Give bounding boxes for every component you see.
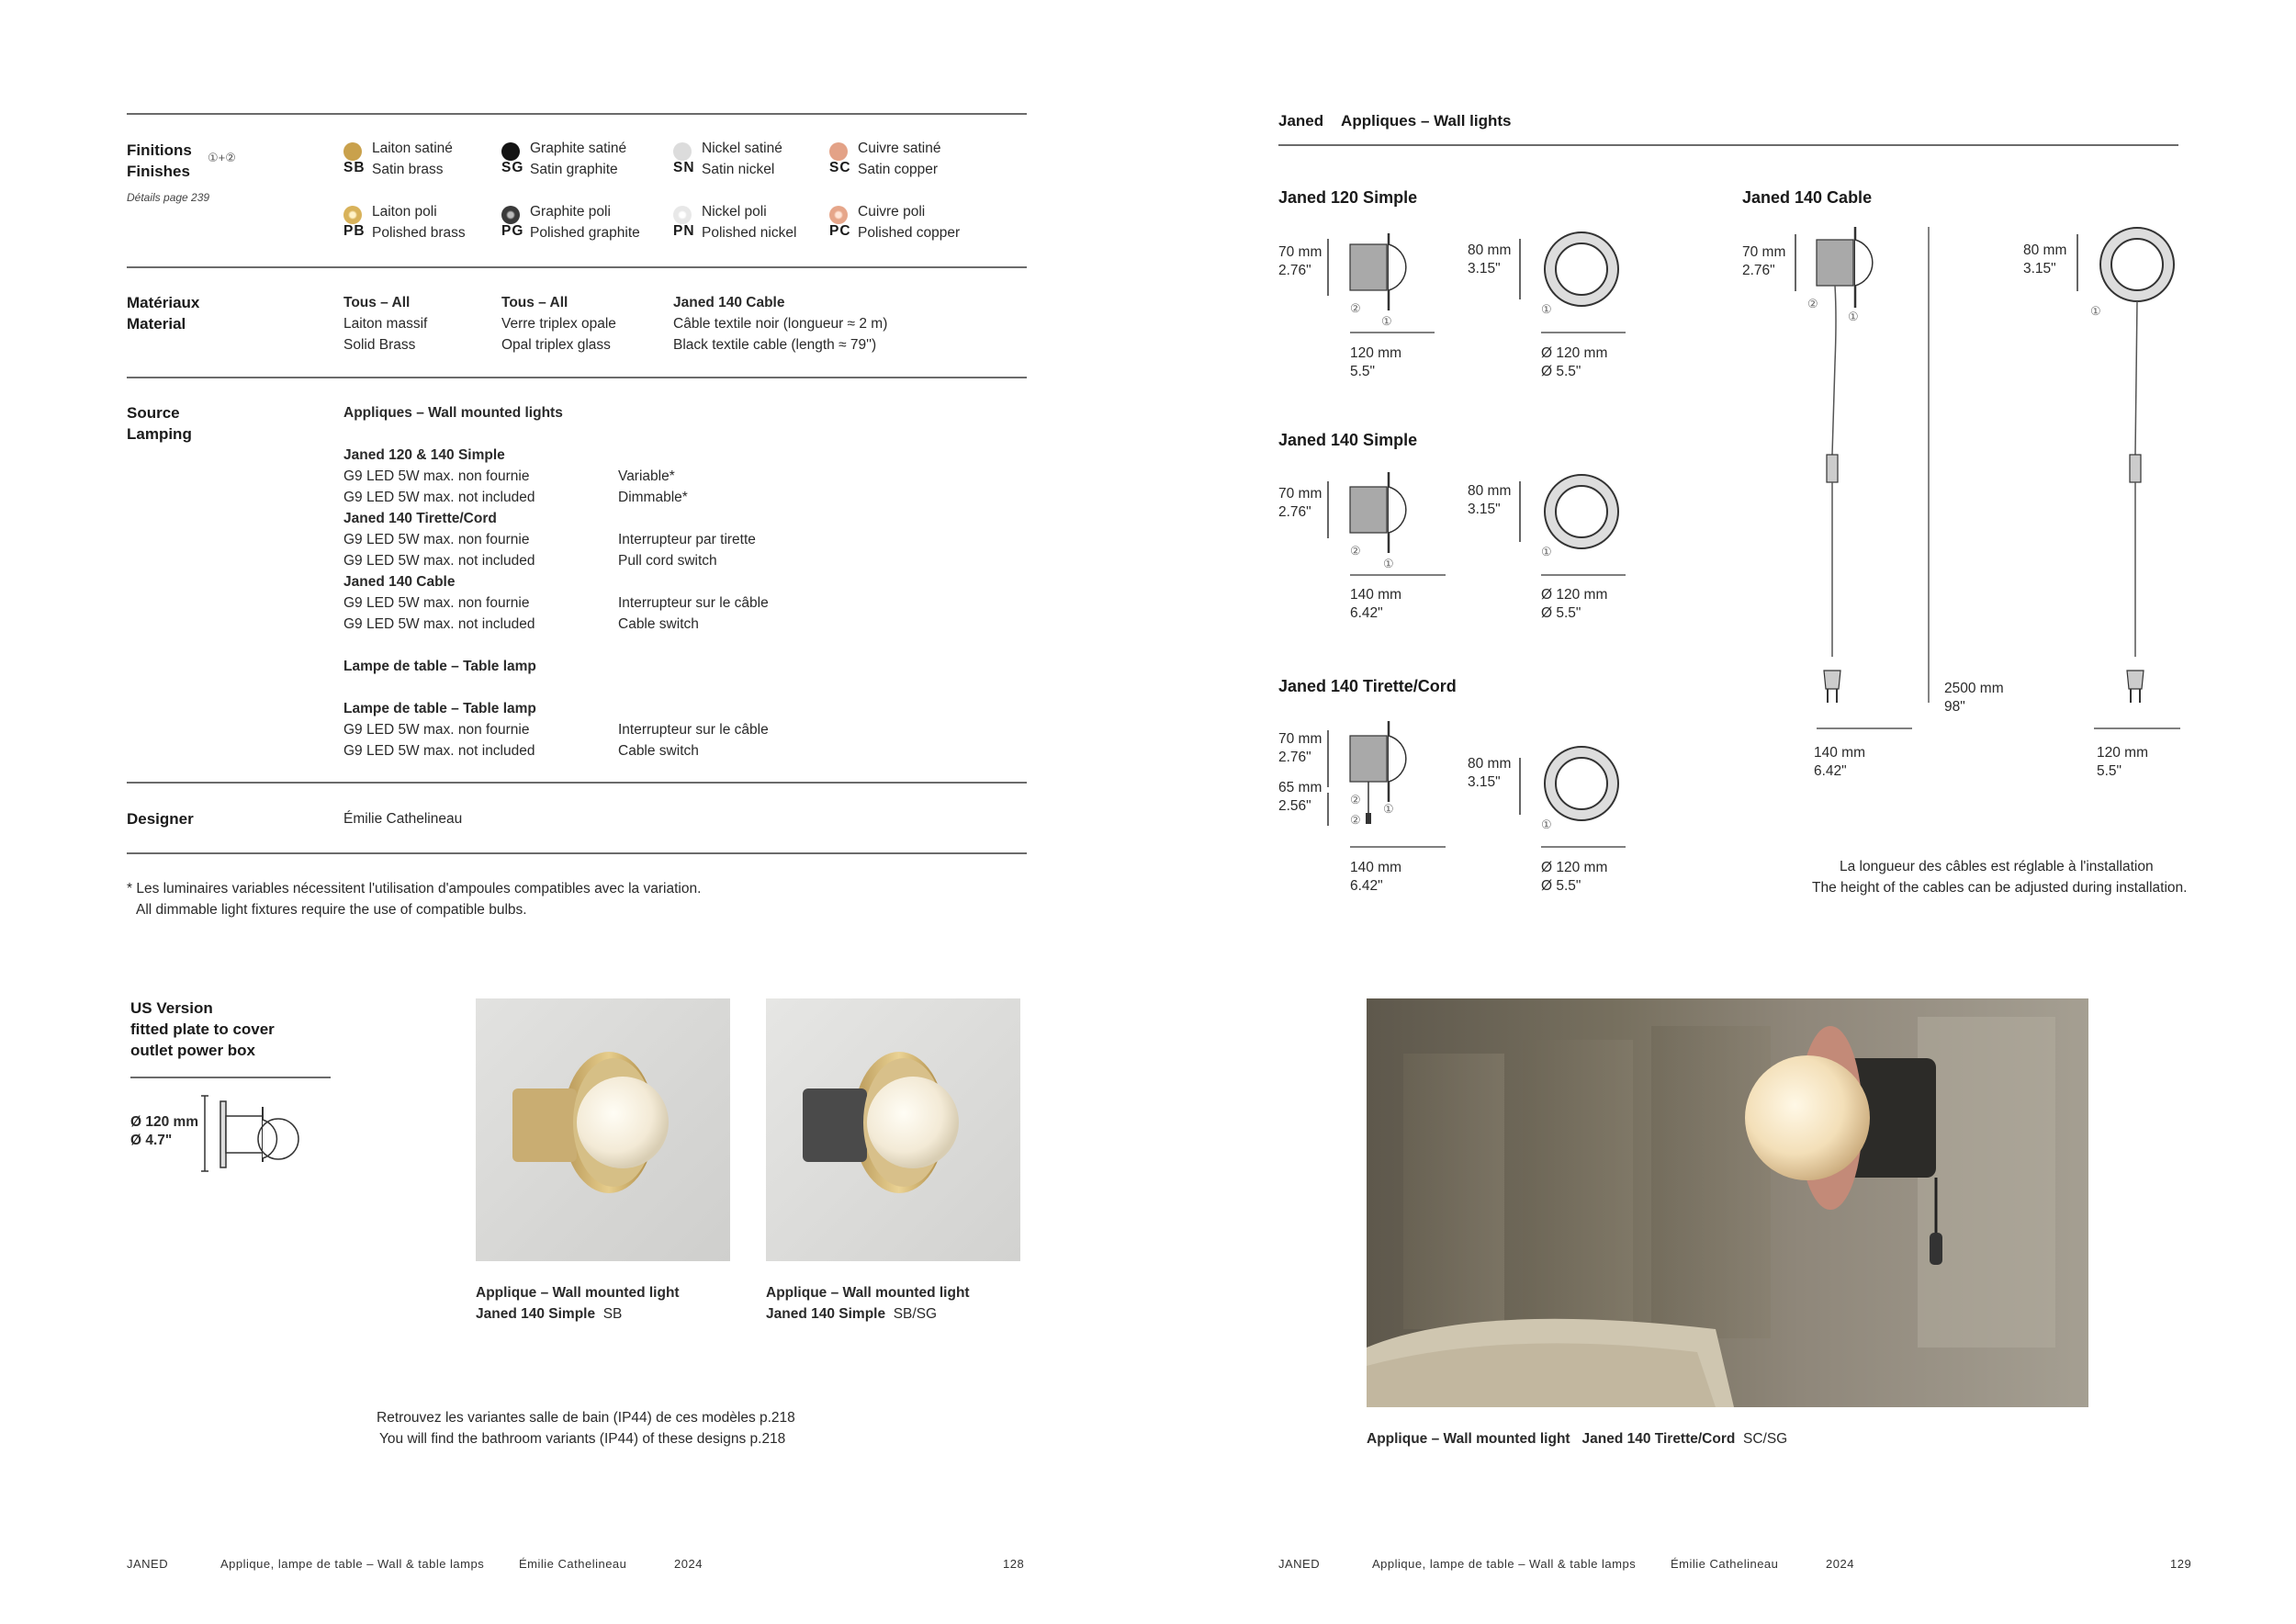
dim-diameter-in: Ø 5.5"	[1541, 605, 1581, 621]
dim-height: 70 mm	[1278, 244, 1322, 260]
us-title: US Version	[130, 999, 213, 1017]
finish-en: Polished copper	[858, 225, 961, 241]
divider	[127, 113, 1027, 115]
interior-photo	[1367, 998, 2088, 1407]
finish-en: Satin copper	[858, 162, 939, 177]
interior-lamp-image	[1367, 998, 2088, 1407]
materials-label-fr: Matériaux	[127, 294, 200, 311]
source-table-title: Lampe de table – Table lamp	[343, 659, 536, 674]
dim-diameter-in: Ø 5.5"	[1541, 878, 1581, 894]
header-title: Appliques – Wall lights	[1341, 112, 1512, 130]
janed-140-simple-drawing	[1322, 470, 1635, 590]
lamp-brass-image	[476, 998, 730, 1261]
swatch-satin-nickel	[673, 142, 692, 161]
dim-width-in: 6.42"	[1350, 605, 1383, 621]
source-label-en: Lamping	[127, 425, 192, 443]
dim-depth-in: 3.15"	[1468, 261, 1501, 276]
model-title: Janed 140 Tirette/Cord	[1278, 677, 1457, 695]
photo-caption: Applique – Wall mounted light	[1367, 1431, 1570, 1447]
divider	[127, 377, 1027, 378]
bathroom-note-en: You will find the bathroom variants (IP44) of these designs p.218	[379, 1431, 786, 1447]
photo-caption: Applique – Wall mounted light	[476, 1285, 680, 1301]
photo-caption-model: Janed 140 Simple	[766, 1306, 886, 1322]
dim-height2: 65 mm	[1278, 780, 1322, 795]
model-title: Janed 140 Simple	[1278, 431, 1418, 449]
finish-code: PC	[829, 223, 851, 239]
finish-fr: Laiton satiné	[372, 141, 453, 156]
source-group-head: Janed 120 & 140 Simple	[343, 447, 505, 463]
footer-year: 2024	[1826, 1557, 1854, 1571]
footer-category: Applique, lampe de table – Wall & table lamps	[1372, 1557, 1637, 1571]
svg-text:①: ①	[1541, 818, 1552, 831]
page-number: 128	[1003, 1557, 1025, 1571]
source-line-b: Cable switch	[618, 616, 699, 632]
svg-text:②: ②	[1350, 544, 1361, 558]
finishes-label-fr: Finitions	[127, 141, 192, 159]
dim-height-in: 2.76"	[1742, 263, 1775, 278]
dim-depth: 80 mm	[1468, 756, 1512, 772]
source-line: G9 LED 5W max. not included	[343, 743, 535, 759]
finish-fr: Graphite satiné	[530, 141, 627, 156]
svg-text:①: ①	[1383, 802, 1394, 816]
footer-designer: Émilie Cathelineau	[1671, 1557, 1779, 1571]
dim-height: 70 mm	[1278, 731, 1322, 747]
finish-code: PN	[673, 223, 695, 239]
finish-fr: Nickel poli	[702, 204, 767, 220]
product-photo-brass	[476, 998, 730, 1261]
source-line-b: Pull cord switch	[618, 553, 717, 569]
footer-designer: Émilie Cathelineau	[519, 1557, 627, 1571]
swatch-polished-brass	[343, 206, 362, 224]
dim-width: 120 mm	[1350, 345, 1401, 361]
source-line-b: Dimmable*	[618, 490, 688, 505]
svg-text:②: ②	[1350, 793, 1361, 806]
materials-label-en: Material	[127, 315, 186, 333]
footer-category: Applique, lampe de table – Wall & table lamps	[220, 1557, 485, 1571]
finish-en: Satin nickel	[702, 162, 775, 177]
material-en: Solid Brass	[343, 337, 416, 353]
dim-depth-in: 3.15"	[1468, 502, 1501, 517]
us-dim: Ø 120 mm	[130, 1114, 199, 1130]
svg-text:②: ②	[1350, 301, 1361, 315]
divider	[127, 852, 1027, 854]
finish-fr: Cuivre poli	[858, 204, 926, 220]
material-fr: Laiton massif	[343, 316, 428, 332]
us-version-drawing	[197, 1088, 335, 1180]
dim-width: 140 mm	[1350, 587, 1401, 603]
finish-fr: Cuivre satiné	[858, 141, 941, 156]
swatch-satin-brass	[343, 142, 362, 161]
dim-depth-in: 3.15"	[2023, 261, 2056, 276]
dim-depth: 80 mm	[1468, 242, 1512, 258]
source-line: G9 LED 5W max. not included	[343, 553, 535, 569]
janed-140-cable-drawing	[1791, 225, 2186, 744]
svg-text:①: ①	[1848, 310, 1859, 323]
dim-height-in: 2.76"	[1278, 504, 1311, 520]
source-line-b: Interrupteur sur le câble	[618, 722, 769, 738]
source-line-b: Interrupteur par tirette	[618, 532, 756, 547]
finish-code: SN	[673, 160, 695, 175]
finishes-note: Détails page 239	[127, 191, 210, 204]
source-line: G9 LED 5W max. non fournie	[343, 722, 530, 738]
swatch-polished-graphite	[501, 206, 520, 224]
svg-text:①: ①	[1541, 545, 1552, 558]
designer-label: Designer	[127, 810, 194, 828]
us-title: outlet power box	[130, 1042, 255, 1059]
header-brand: Janed	[1278, 112, 1324, 130]
designer-name: Émilie Cathelineau	[343, 811, 463, 827]
dim-width-in: 6.42"	[1814, 763, 1847, 779]
finishes-label-en: Finishes	[127, 163, 190, 180]
source-label-fr: Source	[127, 404, 180, 422]
source-line-b: Interrupteur sur le câble	[618, 595, 769, 611]
model-title: Janed 120 Simple	[1278, 188, 1418, 207]
photo-caption-model: Janed 140 Simple	[476, 1306, 596, 1322]
material-head: Tous – All	[343, 295, 411, 310]
svg-text:①: ①	[1541, 302, 1552, 316]
dim-height-in: 2.76"	[1278, 750, 1311, 765]
material-en: Opal triplex glass	[501, 337, 611, 353]
svg-text:①: ①	[1383, 557, 1394, 570]
us-dim: Ø 4.7"	[130, 1133, 173, 1148]
finish-en: Satin graphite	[530, 162, 618, 177]
photo-caption-finish: SB	[602, 1306, 623, 1322]
svg-text:②: ②	[1350, 813, 1361, 827]
finish-code: SB	[343, 160, 366, 175]
dim-diameter: Ø 120 mm	[1541, 860, 1608, 875]
finish-code: PG	[501, 223, 524, 239]
dim-height-in: 2.76"	[1278, 263, 1311, 278]
source-group-head: Janed 140 Tirette/Cord	[343, 511, 497, 526]
material-fr: Câble textile noir (longueur ≈ 2 m)	[673, 316, 888, 332]
photo-caption-finish: SC/SG	[1742, 1431, 1788, 1447]
swatch-polished-nickel	[673, 206, 692, 224]
finish-fr: Nickel satiné	[702, 141, 782, 156]
finish-en: Polished brass	[372, 225, 466, 241]
dim-plate: 120 mm	[2097, 745, 2148, 761]
source-line: G9 LED 5W max. non fournie	[343, 595, 530, 611]
bathroom-note-fr: Retrouvez les variantes salle de bain (IP44) de ces modèles p.218	[377, 1410, 795, 1426]
dim-height: 70 mm	[1278, 486, 1322, 502]
dim-diameter: Ø 120 mm	[1541, 587, 1608, 603]
finish-en: Polished graphite	[530, 225, 640, 241]
photo-caption-model: Janed 140 Tirette/Cord	[1581, 1431, 1736, 1447]
material-head: Janed 140 Cable	[673, 295, 785, 310]
cable-note-fr: La longueur des câbles est réglable à l'installation	[1840, 859, 2154, 874]
footer-brand: JANED	[127, 1557, 169, 1571]
source-title: Appliques – Wall mounted lights	[343, 405, 563, 421]
footnote-en: All dimmable light fixtures require the use of compatible bulbs.	[136, 902, 527, 918]
us-title: fitted plate to cover	[130, 1021, 275, 1038]
cable-note-en: The height of the cables can be adjusted during installation.	[1812, 880, 2188, 896]
source-line: G9 LED 5W max. not included	[343, 616, 535, 632]
dim-diameter: Ø 120 mm	[1541, 345, 1608, 361]
footnote-fr: * Les luminaires variables nécessitent l'utilisation d'ampoules compatibles avec la variation.	[127, 881, 702, 897]
dim-width-in: 5.5"	[1350, 364, 1376, 379]
dim-width: 140 mm	[1814, 745, 1865, 761]
swatch-satin-graphite	[501, 142, 520, 161]
divider	[127, 782, 1027, 784]
svg-text:①: ①	[2090, 304, 2101, 318]
material-head: Tous – All	[501, 295, 568, 310]
dim-depth: 80 mm	[2023, 242, 2067, 258]
product-photo-graphite	[766, 998, 1020, 1261]
material-en: Black textile cable (length ≈ 79'')	[673, 337, 877, 353]
source-line: G9 LED 5W max. non fournie	[343, 468, 530, 484]
finish-fr: Graphite poli	[530, 204, 611, 220]
divider	[127, 266, 1027, 268]
dim-depth-in: 3.15"	[1468, 774, 1501, 790]
dim-cable-length: 2500 mm	[1944, 681, 2004, 696]
lamp-graphite-image	[766, 998, 1020, 1261]
swatch-satin-copper	[829, 142, 848, 161]
dim-width-in: 6.42"	[1350, 878, 1383, 894]
model-title: Janed 140 Cable	[1742, 188, 1873, 207]
finishes-marker: ①+②	[208, 151, 236, 164]
photo-caption: Applique – Wall mounted light	[766, 1285, 970, 1301]
source-line: G9 LED 5W max. not included	[343, 490, 535, 505]
finish-fr: Laiton poli	[372, 204, 437, 220]
svg-text:②: ②	[1807, 297, 1818, 310]
janed-120-drawing	[1322, 230, 1635, 349]
finish-en: Polished nickel	[702, 225, 797, 241]
dim-depth: 80 mm	[1468, 483, 1512, 499]
material-fr: Verre triplex opale	[501, 316, 616, 332]
finish-en: Satin brass	[372, 162, 444, 177]
source-group-head: Janed 140 Cable	[343, 574, 456, 590]
dim-diameter-in: Ø 5.5"	[1541, 364, 1581, 379]
swatch-polished-copper	[829, 206, 848, 224]
janed-140-cord-drawing	[1322, 712, 1635, 850]
footer-brand: JANED	[1278, 1557, 1321, 1571]
source-line-b: Variable*	[618, 468, 675, 484]
photo-caption-finish: SB/SG	[893, 1306, 938, 1322]
finish-code: SC	[829, 160, 851, 175]
source-line-b: Cable switch	[618, 743, 699, 759]
finish-code: SG	[501, 160, 524, 175]
divider	[1278, 144, 2178, 146]
source-group-head: Lampe de table – Table lamp	[343, 701, 536, 716]
dim-height: 70 mm	[1742, 244, 1786, 260]
footer-year: 2024	[674, 1557, 703, 1571]
source-line: G9 LED 5W max. non fournie	[343, 532, 530, 547]
svg-text:①: ①	[1381, 314, 1392, 328]
finish-code: PB	[343, 223, 366, 239]
dim-plate-in: 5.5"	[2097, 763, 2122, 779]
dim-width: 140 mm	[1350, 860, 1401, 875]
divider	[130, 1077, 331, 1078]
page-number: 129	[2170, 1557, 2192, 1571]
dim-cable-length-in: 98"	[1944, 699, 1965, 715]
dim-height2-in: 2.56"	[1278, 798, 1311, 814]
